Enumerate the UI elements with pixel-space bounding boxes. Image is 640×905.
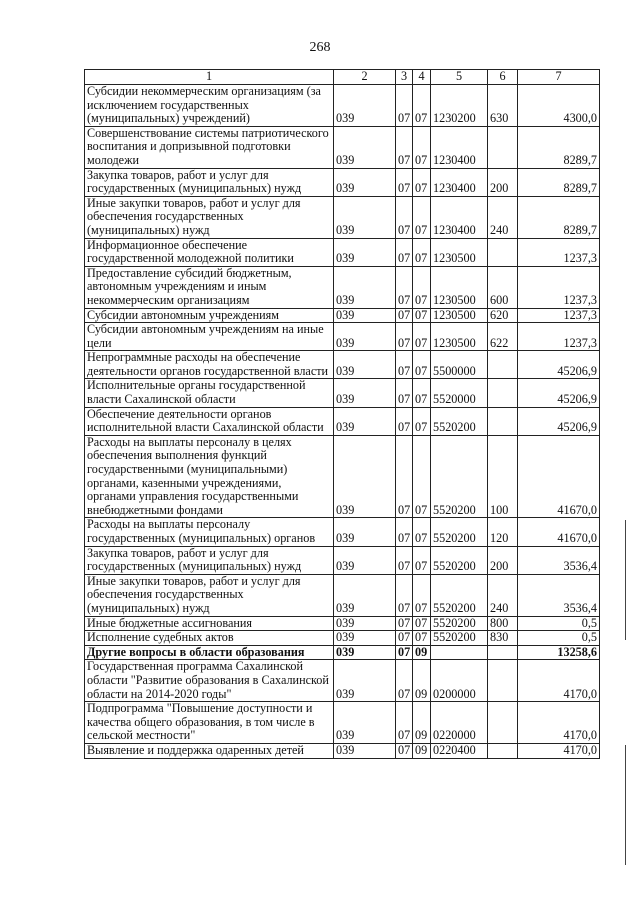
cell-subsection: 07 [413, 546, 431, 574]
cell-section: 07 [396, 435, 413, 518]
cell-subsection: 07 [413, 631, 431, 646]
cell-amount: 45206,9 [518, 351, 600, 379]
cell-amount: 4170,0 [518, 702, 600, 744]
cell-name: Иные закупки товаров, работ и услуг для обеспечения государственных (муниципальных) нужд [85, 196, 334, 238]
cell-expense-type: 830 [488, 631, 518, 646]
table-row [85, 323, 600, 351]
cell-subsection: 07 [413, 518, 431, 546]
cell-name: Обеспечение деятельности органов исполнительной власти Сахалинской области [85, 407, 334, 435]
cell-target-code: 5520000 [431, 379, 488, 407]
table-row [85, 238, 600, 266]
cell-name: Другие вопросы в области образования [85, 645, 334, 660]
cell-section: 07 [396, 660, 413, 702]
cell-name: Выявление и поддержка одаренных детей [85, 743, 334, 758]
table-row [85, 743, 600, 758]
cell-target-code: 5520200 [431, 546, 488, 574]
cell-amount: 0,5 [518, 616, 600, 631]
cell-admin-code: 039 [334, 546, 396, 574]
cell-expense-type [488, 645, 518, 660]
cell-expense-type [488, 702, 518, 744]
cell-amount: 8289,7 [518, 196, 600, 238]
cell-target-code [431, 645, 488, 660]
cell-expense-type: 100 [488, 435, 518, 518]
cell-amount: 8289,7 [518, 126, 600, 168]
table-row [85, 546, 600, 574]
cell-name: Совершенствование системы патриотического воспитания и допризывной подготовки молодежи [85, 126, 334, 168]
cell-section: 07 [396, 168, 413, 196]
cell-section: 07 [396, 196, 413, 238]
cell-target-code: 5520200 [431, 435, 488, 518]
cell-section: 07 [396, 351, 413, 379]
cell-name: Расходы на выплаты персоналу в целях обеспечения выполнения функций государственными (муниципальными) органами, казенными учреждениями, органами управления государственными внебюджетными фондами [85, 435, 334, 518]
cell-name: Исполнение судебных актов [85, 631, 334, 646]
cell-admin-code: 039 [334, 645, 396, 660]
cell-admin-code: 039 [334, 616, 396, 631]
header-col-4: 4 [413, 70, 431, 85]
table-row [85, 351, 600, 379]
cell-expense-type [488, 660, 518, 702]
cell-subsection: 07 [413, 379, 431, 407]
cell-admin-code: 039 [334, 126, 396, 168]
table-row [85, 196, 600, 238]
budget-table [84, 69, 600, 759]
cell-expense-type [488, 407, 518, 435]
cell-expense-type: 622 [488, 323, 518, 351]
cell-expense-type: 200 [488, 546, 518, 574]
cell-section: 07 [396, 574, 413, 616]
cell-admin-code: 039 [334, 702, 396, 744]
header-col-2: 2 [334, 70, 396, 85]
cell-subsection: 09 [413, 743, 431, 758]
cell-admin-code: 039 [334, 323, 396, 351]
table-row [85, 574, 600, 616]
cell-amount: 45206,9 [518, 379, 600, 407]
cell-name: Субсидии автономным учреждениям [85, 308, 334, 323]
page-number: 268 [309, 40, 331, 55]
cell-admin-code: 039 [334, 238, 396, 266]
cell-name: Иные бюджетные ассигнования [85, 616, 334, 631]
table-row [85, 407, 600, 435]
cell-admin-code: 039 [334, 85, 396, 127]
cell-expense-type [488, 379, 518, 407]
cell-amount: 8289,7 [518, 168, 600, 196]
cell-amount: 1237,3 [518, 238, 600, 266]
cell-expense-type: 800 [488, 616, 518, 631]
cell-admin-code: 039 [334, 435, 396, 518]
cell-admin-code: 039 [334, 196, 396, 238]
cell-subsection: 07 [413, 435, 431, 518]
table-row [85, 85, 600, 127]
cell-name: Расходы на выплаты персоналу государственных (муниципальных) органов [85, 518, 334, 546]
cell-subsection: 07 [413, 574, 431, 616]
cell-admin-code: 039 [334, 379, 396, 407]
cell-target-code: 1230500 [431, 308, 488, 323]
cell-section: 07 [396, 323, 413, 351]
cell-amount: 4300,0 [518, 85, 600, 127]
cell-target-code: 5520200 [431, 574, 488, 616]
header-col-7: 7 [518, 70, 600, 85]
cell-amount: 3536,4 [518, 574, 600, 616]
table-row [85, 126, 600, 168]
table-row [85, 168, 600, 196]
cell-amount: 41670,0 [518, 518, 600, 546]
cell-amount: 4170,0 [518, 743, 600, 758]
cell-subsection: 07 [413, 616, 431, 631]
cell-target-code: 1230400 [431, 168, 488, 196]
cell-expense-type [488, 238, 518, 266]
scan-edge-line [625, 520, 626, 640]
cell-target-code: 1230200 [431, 85, 488, 127]
cell-name: Субсидии некоммерческим организациям (за исключением государственных (муниципальных) учреждений) [85, 85, 334, 127]
cell-amount: 1237,3 [518, 308, 600, 323]
cell-subsection: 07 [413, 168, 431, 196]
cell-name: Закупка товаров, работ и услуг для государственных (муниципальных) нужд [85, 168, 334, 196]
header-col-1: 1 [85, 70, 334, 85]
header-col-3: 3 [396, 70, 413, 85]
cell-subsection: 09 [413, 702, 431, 744]
cell-expense-type: 120 [488, 518, 518, 546]
scan-edge-line [625, 745, 626, 865]
cell-subsection: 07 [413, 238, 431, 266]
cell-admin-code: 039 [334, 308, 396, 323]
cell-expense-type [488, 126, 518, 168]
cell-admin-code: 039 [334, 574, 396, 616]
cell-amount: 41670,0 [518, 435, 600, 518]
table-row [85, 518, 600, 546]
cell-section: 07 [396, 238, 413, 266]
cell-amount: 3536,4 [518, 546, 600, 574]
cell-target-code: 5520200 [431, 518, 488, 546]
cell-admin-code: 039 [334, 743, 396, 758]
cell-admin-code: 039 [334, 631, 396, 646]
cell-subsection: 07 [413, 126, 431, 168]
cell-section: 07 [396, 126, 413, 168]
cell-target-code: 0200000 [431, 660, 488, 702]
cell-name: Предоставление субсидий бюджетным, автономным учреждениям и иным некоммерческим организациям [85, 266, 334, 308]
cell-section: 07 [396, 518, 413, 546]
cell-expense-type: 630 [488, 85, 518, 127]
table-row [85, 616, 600, 631]
table-row [85, 308, 600, 323]
cell-amount: 1237,3 [518, 323, 600, 351]
cell-admin-code: 039 [334, 660, 396, 702]
cell-amount: 4170,0 [518, 660, 600, 702]
table-row [85, 266, 600, 308]
cell-subsection: 07 [413, 308, 431, 323]
table-row [85, 660, 600, 702]
cell-name: Государственная программа Сахалинской области "Развитие образования в Сахалинской области на 2014-2020 годы" [85, 660, 334, 702]
cell-expense-type [488, 743, 518, 758]
table-row [85, 645, 600, 660]
cell-subsection: 07 [413, 407, 431, 435]
cell-subsection: 07 [413, 196, 431, 238]
cell-subsection: 07 [413, 323, 431, 351]
table-row [85, 435, 600, 518]
cell-target-code: 1230500 [431, 238, 488, 266]
cell-subsection: 07 [413, 85, 431, 127]
cell-amount: 0,5 [518, 631, 600, 646]
cell-target-code: 1230400 [431, 126, 488, 168]
cell-section: 07 [396, 616, 413, 631]
cell-target-code: 5520200 [431, 631, 488, 646]
cell-section: 07 [396, 645, 413, 660]
cell-subsection: 09 [413, 645, 431, 660]
cell-name: Информационное обеспечение государственной молодежной политики [85, 238, 334, 266]
cell-name: Исполнительные органы государственной власти Сахалинской области [85, 379, 334, 407]
cell-section: 07 [396, 308, 413, 323]
cell-target-code: 5520200 [431, 407, 488, 435]
cell-section: 07 [396, 743, 413, 758]
cell-subsection: 07 [413, 351, 431, 379]
cell-section: 07 [396, 546, 413, 574]
cell-subsection: 07 [413, 266, 431, 308]
cell-expense-type: 200 [488, 168, 518, 196]
cell-target-code: 5500000 [431, 351, 488, 379]
cell-target-code: 1230400 [431, 196, 488, 238]
cell-target-code: 1230500 [431, 266, 488, 308]
header-col-5: 5 [431, 70, 488, 85]
cell-section: 07 [396, 85, 413, 127]
cell-expense-type: 240 [488, 574, 518, 616]
cell-amount: 13258,6 [518, 645, 600, 660]
cell-expense-type: 600 [488, 266, 518, 308]
cell-section: 07 [396, 702, 413, 744]
cell-expense-type [488, 351, 518, 379]
cell-admin-code: 039 [334, 407, 396, 435]
cell-name: Закупка товаров, работ и услуг для государственных (муниципальных) нужд [85, 546, 334, 574]
cell-section: 07 [396, 266, 413, 308]
cell-target-code: 0220000 [431, 702, 488, 744]
table-row [85, 702, 600, 744]
cell-target-code: 0220400 [431, 743, 488, 758]
cell-target-code: 5520200 [431, 616, 488, 631]
cell-subsection: 09 [413, 660, 431, 702]
table-row [85, 631, 600, 646]
cell-admin-code: 039 [334, 351, 396, 379]
header-col-6: 6 [488, 70, 518, 85]
cell-section: 07 [396, 631, 413, 646]
table-body [85, 85, 600, 759]
cell-section: 07 [396, 379, 413, 407]
cell-expense-type: 620 [488, 308, 518, 323]
cell-name: Иные закупки товаров, работ и услуг для обеспечения государственных (муниципальных) нужд [85, 574, 334, 616]
cell-target-code: 1230500 [431, 323, 488, 351]
table-row [85, 379, 600, 407]
cell-amount: 45206,9 [518, 407, 600, 435]
cell-amount: 1237,3 [518, 266, 600, 308]
cell-name: Субсидии автономным учреждениям на иные цели [85, 323, 334, 351]
cell-expense-type: 240 [488, 196, 518, 238]
cell-admin-code: 039 [334, 168, 396, 196]
cell-name: Подпрограмма "Повышение доступности и качества общего образования, в том числе в сельской местности" [85, 702, 334, 744]
cell-name: Непрограммные расходы на обеспечение деятельности органов государственной власти [85, 351, 334, 379]
cell-section: 07 [396, 407, 413, 435]
header-row [85, 70, 600, 85]
cell-admin-code: 039 [334, 266, 396, 308]
cell-admin-code: 039 [334, 518, 396, 546]
